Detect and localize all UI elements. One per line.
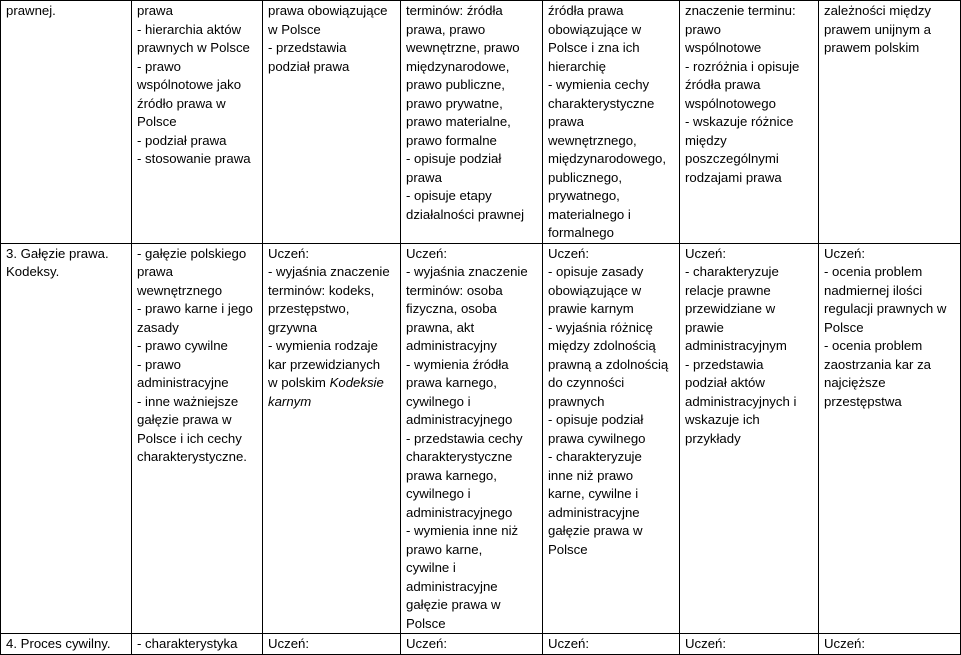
grade-5-cell xyxy=(680,1,819,244)
cell-line: Kodeksy. xyxy=(6,264,60,279)
cell-line: prawo prywatne, xyxy=(406,95,503,111)
cell-line: prawo xyxy=(685,21,721,37)
cell-line: - gałęzie polskiego xyxy=(137,245,247,261)
cell-line: zależności między xyxy=(824,3,932,18)
grade-4-cell xyxy=(543,1,680,244)
cell-line: fizyczna, osoba xyxy=(406,301,497,316)
cell-line: nadmiernej ilości xyxy=(824,282,923,298)
cell-line: formalnego xyxy=(548,225,614,240)
cell-line: prawnych w Polsce xyxy=(137,40,250,55)
cell-line: - przedstawia xyxy=(268,40,347,55)
cell-line: Uczeń: xyxy=(685,245,727,261)
cell-line: prawo materialne, xyxy=(406,114,511,129)
cell-line: prawnej. xyxy=(6,3,56,18)
cell-line: Polsce i zna ich xyxy=(548,40,640,55)
grade-3-cell xyxy=(401,1,543,244)
cell-line: kar przewidzianych xyxy=(268,356,381,372)
cell-line: - wymienia inne niż xyxy=(406,523,519,538)
cell-line: do czynności xyxy=(548,375,625,390)
cell-line: międzynarodowe, xyxy=(406,58,510,74)
topic-cell xyxy=(1,243,132,634)
cell-line-italic: Kodeksie xyxy=(329,375,384,390)
cell-line: źródła prawa xyxy=(548,3,624,18)
cell-line: rodzajami prawa xyxy=(685,169,782,185)
cell-line: wskazuje ich xyxy=(685,412,760,427)
cell-line: - charakterystyka xyxy=(137,636,238,651)
cell-line: wspólnotowe xyxy=(685,40,762,55)
cell-line: regulacji prawnych w xyxy=(824,301,947,316)
cell-line: zasady xyxy=(137,319,179,335)
cell-line: zaostrzania kar za xyxy=(824,356,932,372)
cell-line: cywilne i xyxy=(406,560,456,575)
cell-line: grzywna xyxy=(268,319,318,335)
topic-cell xyxy=(1,1,132,244)
grade-2-cell xyxy=(263,634,401,655)
cell-line: w Polsce xyxy=(268,21,321,37)
cell-line: hierarchię xyxy=(548,58,606,74)
cell-line: administracyjnym xyxy=(685,338,787,353)
cell-line: przestępstwo, xyxy=(268,301,350,316)
cell-line: Polsce xyxy=(824,319,864,335)
cell-line: Uczeń: xyxy=(406,636,448,651)
cell-line: Uczeń: xyxy=(824,636,866,651)
grade-4-cell xyxy=(543,243,680,634)
cell-line: - opisuje zasady xyxy=(548,264,644,279)
cell-line: najcięższe xyxy=(824,375,886,390)
grade-5-cell xyxy=(680,243,819,634)
cell-line: prawa xyxy=(406,169,442,185)
cell-line: - stosowanie prawa xyxy=(137,151,251,166)
content-cell xyxy=(132,243,263,634)
content-cell xyxy=(132,634,263,655)
cell-line: Uczeń: xyxy=(548,245,590,261)
table-row-continuation xyxy=(1,1,961,244)
cell-line: prawa obowiązujące xyxy=(268,3,388,18)
cell-line: prawa karnego, xyxy=(406,467,497,483)
cell-line: prawną a zdolnością xyxy=(548,356,669,372)
cell-line: - inne ważniejsze xyxy=(137,393,239,409)
cell-line: terminów: osoba xyxy=(406,282,503,298)
cell-line xyxy=(268,374,396,393)
cell-line: Uczeń: xyxy=(268,245,310,261)
cell-line: - wskazuje różnice xyxy=(685,114,794,129)
cell-line: - podział prawa xyxy=(137,132,227,148)
cell-line: charakterystyczne. xyxy=(137,449,247,464)
cell-line: prawnych xyxy=(548,393,605,409)
cell-line: prawna, akt xyxy=(406,319,475,335)
cell-line: prawo karne, xyxy=(406,541,483,557)
cell-line: Polsce xyxy=(548,541,588,557)
cell-line: - opisuje etapy xyxy=(406,188,492,203)
cell-line: prawie karnym xyxy=(548,301,634,316)
cell-line: prawa cywilnego xyxy=(548,430,646,446)
cell-line: relacje prawne xyxy=(685,282,771,298)
cell-line: materialnego i xyxy=(548,206,631,222)
cell-line: terminów: kodeks, xyxy=(268,282,375,298)
table-row-civil-procedure xyxy=(1,634,961,655)
cell-line: podział aktów xyxy=(685,375,765,390)
cell-line: prawo formalne xyxy=(406,132,497,148)
cell-line: Uczeń: xyxy=(824,245,866,261)
cell-line: przewidziane w xyxy=(685,301,776,316)
cell-line: wewnętrzne, prawo xyxy=(406,40,520,55)
cell-line: Uczeń: xyxy=(406,245,448,261)
cell-line: inne niż prawo xyxy=(548,467,634,483)
table-row-branches-of-law xyxy=(1,243,961,634)
cell-line: - ocenia problem xyxy=(824,338,923,353)
cell-line: - charakteryzuje xyxy=(548,449,642,464)
grade-2-cell xyxy=(263,243,401,634)
cell-line: prawem unijnym a xyxy=(824,21,932,37)
cell-line: publicznego, xyxy=(548,169,623,185)
cell-line-text: w polskim xyxy=(268,375,330,390)
cell-line: Uczeń: xyxy=(685,636,727,651)
cell-line: administracyjnego xyxy=(406,412,513,427)
cell-line: znaczenie terminu: xyxy=(685,3,796,18)
cell-line: administracyjny xyxy=(406,338,497,353)
content-cell xyxy=(132,1,263,244)
cell-line: Uczeń: xyxy=(548,636,590,651)
cell-line: Polsce xyxy=(137,114,177,129)
cell-line: podział prawa xyxy=(268,58,350,74)
cell-line: administracyjne xyxy=(548,504,640,520)
cell-line: obowiązujące w xyxy=(548,21,642,37)
cell-line: karne, cywilne i xyxy=(548,486,639,501)
grade-3-cell xyxy=(401,243,543,634)
cell-line: Polsce i ich cechy xyxy=(137,430,242,446)
cell-line: charakterystyczne xyxy=(406,449,513,464)
grade-5-cell xyxy=(680,634,819,655)
cell-line: prawo publiczne, xyxy=(406,77,505,92)
cell-line: administracyjne xyxy=(137,375,229,390)
cell-line: gałęzie prawa w xyxy=(406,597,501,612)
cell-line: - wyjaśnia znaczenie xyxy=(406,264,528,279)
grade-3-cell xyxy=(401,634,543,655)
cell-line: - ocenia problem xyxy=(824,264,923,279)
cell-line: - prawo cywilne xyxy=(137,338,228,353)
cell-line: obowiązujące w xyxy=(548,282,642,298)
cell-line: cywilnego i xyxy=(406,393,471,409)
grade-4-cell xyxy=(543,634,680,655)
cell-line: między zdolnością xyxy=(548,338,656,353)
cell-line: prawa xyxy=(548,114,584,129)
cell-line: - wymienia rodzaje xyxy=(268,338,378,353)
cell-line: - wyjaśnia znaczenie xyxy=(268,264,390,279)
cell-line: wewnętrznego xyxy=(137,282,223,298)
cell-line: - przedstawia cechy xyxy=(406,430,523,446)
grade-6-cell xyxy=(819,634,961,655)
cell-line: prawa xyxy=(137,264,173,279)
cell-line: - wymienia cechy xyxy=(548,77,650,92)
cell-line: działalności prawnej xyxy=(406,206,525,222)
cell-line: administracyjne xyxy=(406,578,498,594)
cell-line: prawem polskim xyxy=(824,40,920,55)
cell-line: - wyjaśnia różnicę xyxy=(548,319,653,335)
cell-line: poszczególnymi xyxy=(685,151,779,166)
cell-line: - prawo xyxy=(137,58,181,74)
cell-line: - rozróżnia i opisuje xyxy=(685,58,800,74)
cell-line: - hierarchia aktów xyxy=(137,21,242,37)
cell-line: - opisuje podział xyxy=(548,412,644,427)
cell-line: charakterystyczne xyxy=(548,95,655,111)
cell-line: karnym xyxy=(268,393,312,409)
cell-line: przestępstwa xyxy=(824,393,902,409)
cell-line: prawie xyxy=(685,319,724,335)
cell-line: Polsce xyxy=(406,615,446,631)
grade-6-cell xyxy=(819,243,961,634)
topic-cell xyxy=(1,634,132,655)
cell-line: źródło prawa w xyxy=(137,95,226,111)
cell-line: - wymienia źródła xyxy=(406,356,509,372)
cell-line: gałęzie prawa w xyxy=(548,523,643,538)
cell-line: terminów: źródła xyxy=(406,3,503,18)
grade-2-cell xyxy=(263,1,401,244)
cell-line: wspólnotowe jako xyxy=(137,77,242,92)
cell-line: wewnętrznego, xyxy=(548,132,637,148)
cell-line: źródła prawa xyxy=(685,77,761,92)
cell-line: - prawo xyxy=(137,356,181,372)
cell-line: - przedstawia xyxy=(685,356,764,372)
cell-line: - prawo karne i jego xyxy=(137,301,253,316)
cell-line: Uczeń: xyxy=(268,636,310,651)
cell-line: prawa, prawo xyxy=(406,21,486,37)
cell-line: cywilnego i xyxy=(406,486,471,501)
cell-line: prawa xyxy=(137,3,173,18)
cell-line: 4. Proces cywilny. xyxy=(6,636,111,651)
grade-6-cell xyxy=(819,1,961,244)
cell-line: międzynarodowego, xyxy=(548,151,667,166)
cell-line: administracyjnych i xyxy=(685,393,797,409)
cell-line: między xyxy=(685,132,727,148)
cell-line: - opisuje podział xyxy=(406,151,502,166)
cell-line: 3. Gałęzie prawa. xyxy=(6,245,109,261)
cell-line: prawa karnego, xyxy=(406,375,497,390)
cell-line: prywatnego, xyxy=(548,188,620,203)
cell-line: - charakteryzuje xyxy=(685,264,779,279)
cell-line: administracyjnego xyxy=(406,504,513,520)
cell-line: gałęzie prawa w xyxy=(137,412,232,427)
cell-line: przykłady xyxy=(685,430,741,446)
cell-line: wspólnotowego xyxy=(685,95,776,111)
